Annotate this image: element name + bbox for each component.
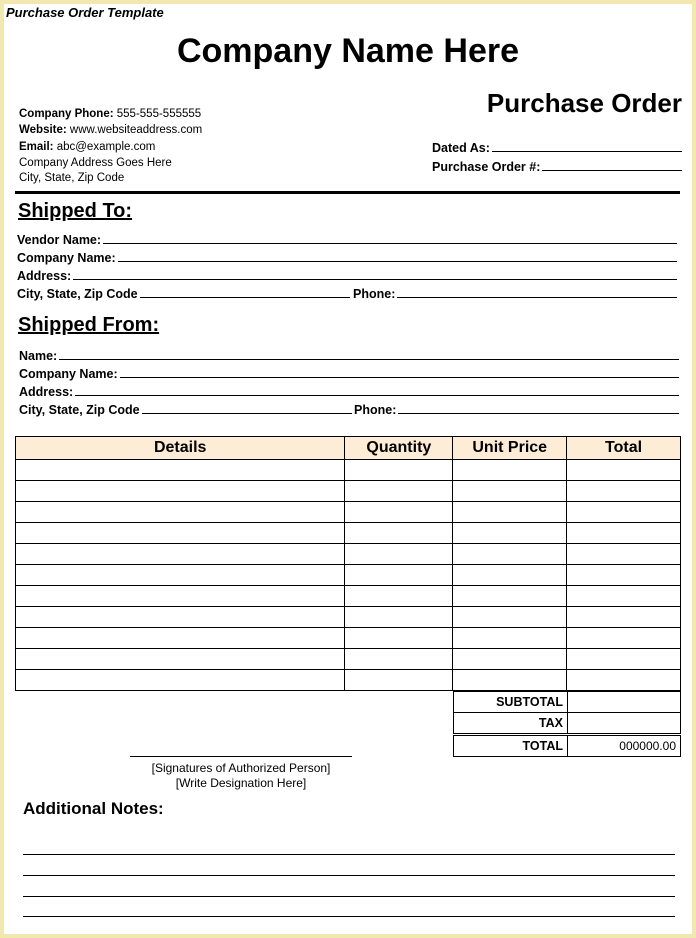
unit-price-cell[interactable]: [453, 523, 567, 544]
total-header: Total: [567, 437, 681, 460]
dated-line: [492, 150, 682, 152]
to-address-label: Address:: [17, 269, 72, 283]
unit-price-cell[interactable]: [453, 628, 567, 649]
details-header: Details: [16, 437, 345, 460]
from-address-label: Address:: [19, 385, 74, 399]
total-cell[interactable]: [567, 607, 681, 628]
company-address: Company Address Goes Here: [19, 157, 172, 169]
field-line: [103, 242, 677, 244]
from-company-label: Company Name:: [19, 367, 118, 381]
from-company-name-field[interactable]: [19, 364, 679, 381]
phone-value: 555-555-555555: [116, 108, 202, 120]
total-cell[interactable]: [567, 565, 681, 586]
quantity-cell[interactable]: [345, 565, 453, 586]
vendor-name-label: Vendor Name:: [17, 233, 102, 247]
additional-notes-heading: Additional Notes:: [23, 799, 164, 818]
dated-field[interactable]: [432, 138, 682, 155]
unit-price-cell[interactable]: [453, 670, 567, 691]
header-divider: [15, 191, 680, 194]
details-cell[interactable]: [16, 460, 345, 481]
details-cell[interactable]: [16, 544, 345, 565]
quantity-cell[interactable]: [345, 523, 453, 544]
field-line: [397, 296, 677, 298]
tax-label: TAX: [454, 713, 568, 735]
quantity-cell[interactable]: [345, 670, 453, 691]
item-row: [16, 607, 681, 628]
quantity-cell[interactable]: [345, 481, 453, 502]
company-name: Company Name Here: [176, 32, 519, 70]
from-phone-field[interactable]: [354, 400, 679, 417]
unit-price-cell[interactable]: [453, 565, 567, 586]
po-number-field[interactable]: [432, 157, 682, 174]
field-line: [118, 260, 677, 262]
item-row: [16, 586, 681, 607]
total-cell[interactable]: [567, 670, 681, 691]
from-name-field[interactable]: [19, 346, 679, 363]
items-table: [15, 436, 681, 691]
item-row: [16, 523, 681, 544]
item-row: [16, 544, 681, 565]
details-cell[interactable]: [16, 586, 345, 607]
details-cell[interactable]: [16, 481, 345, 502]
shipped-from-heading: Shipped From:: [18, 314, 160, 336]
total-cell[interactable]: [567, 460, 681, 481]
unit-price-cell[interactable]: [453, 544, 567, 565]
details-cell[interactable]: [16, 649, 345, 670]
details-cell[interactable]: [16, 670, 345, 691]
unit-price-cell[interactable]: [453, 460, 567, 481]
template-title: Purchase Order Template: [6, 5, 164, 20]
details-cell[interactable]: [16, 523, 345, 544]
unit-price-header: Unit Price: [453, 437, 567, 460]
tax-row: [454, 713, 681, 735]
from-name-label: Name:: [19, 349, 58, 363]
total-cell[interactable]: [567, 481, 681, 502]
email-label: Email:: [19, 141, 54, 153]
designation-caption: [Write Designation Here]: [175, 776, 307, 790]
item-row: [16, 670, 681, 691]
item-row: [16, 481, 681, 502]
to-city-label: City, State, Zip Code: [17, 287, 138, 301]
subtotal-row: [454, 692, 681, 713]
item-row: [16, 565, 681, 586]
company-email: [19, 139, 155, 155]
dated-label: Dated As:: [432, 141, 490, 155]
total-cell[interactable]: [567, 586, 681, 607]
document-title: Purchase Order: [486, 88, 682, 118]
total-cell[interactable]: [567, 523, 681, 544]
quantity-cell[interactable]: [345, 607, 453, 628]
from-city-label: City, State, Zip Code: [19, 403, 140, 417]
notes-line[interactable]: [23, 853, 675, 855]
details-cell[interactable]: [16, 502, 345, 523]
signature-block: [130, 756, 352, 791]
website-label: Website:: [19, 124, 67, 136]
unit-price-cell[interactable]: [453, 481, 567, 502]
to-company-label: Company Name:: [17, 251, 116, 265]
item-row: [16, 628, 681, 649]
unit-price-cell[interactable]: [453, 586, 567, 607]
notes-line[interactable]: [23, 874, 675, 876]
total-cell[interactable]: [567, 544, 681, 565]
from-address-field[interactable]: [19, 382, 679, 399]
quantity-cell[interactable]: [345, 649, 453, 670]
total-cell[interactable]: [567, 628, 681, 649]
details-cell[interactable]: [16, 628, 345, 649]
total-value[interactable]: 000000.00: [568, 735, 681, 757]
quantity-cell[interactable]: [345, 502, 453, 523]
shipped-to-heading: Shipped To:: [18, 200, 133, 222]
email-value: abc@example.com: [56, 141, 156, 153]
field-line: [59, 358, 679, 360]
field-line: [140, 296, 350, 298]
unit-price-cell[interactable]: [453, 649, 567, 670]
field-line: [398, 412, 679, 414]
to-city-field[interactable]: [17, 284, 350, 301]
po-number-label: Purchase Order #:: [432, 160, 541, 174]
item-row: [16, 649, 681, 670]
company-city: City, State, Zip Code: [19, 172, 125, 184]
item-row: [16, 502, 681, 523]
field-line: [75, 394, 679, 396]
details-cell[interactable]: [16, 565, 345, 586]
subtotal-value-cell[interactable]: [568, 692, 681, 713]
to-phone-label: Phone:: [353, 287, 396, 301]
notes-line[interactable]: [23, 915, 675, 917]
to-phone-field[interactable]: [353, 284, 677, 301]
items-header-row: [16, 437, 681, 460]
quantity-cell[interactable]: [345, 586, 453, 607]
signature-caption: [Signatures of Authorized Person]: [151, 761, 331, 775]
total-row: [454, 735, 681, 757]
unit-price-cell[interactable]: [453, 607, 567, 628]
to-company-name-field[interactable]: [17, 248, 677, 265]
signature-line[interactable]: [130, 756, 352, 757]
unit-price-cell[interactable]: [453, 502, 567, 523]
to-address-field[interactable]: [17, 266, 677, 283]
item-row: [16, 460, 681, 481]
po-number-line: [542, 169, 682, 171]
field-line: [120, 376, 679, 378]
notes-line[interactable]: [23, 895, 675, 897]
quantity-cell[interactable]: [345, 544, 453, 565]
purchase-order-page: [4, 4, 692, 934]
field-line: [73, 278, 677, 280]
items-body: [16, 460, 681, 691]
subtotal-label: SUBTOTAL: [454, 692, 568, 713]
total-cell[interactable]: [567, 502, 681, 523]
quantity-cell[interactable]: [345, 628, 453, 649]
quantity-cell[interactable]: [345, 460, 453, 481]
company-website: [19, 122, 202, 138]
company-phone: [19, 106, 201, 122]
totals-table: [453, 691, 681, 757]
details-cell[interactable]: [16, 607, 345, 628]
total-label: TOTAL: [454, 735, 568, 757]
vendor-name-field[interactable]: [17, 230, 677, 247]
quantity-header: Quantity: [345, 437, 453, 460]
from-city-field[interactable]: [19, 400, 352, 417]
phone-label: Company Phone:: [19, 108, 114, 120]
from-phone-label: Phone:: [354, 403, 397, 417]
website-value: www.websiteaddress.com: [69, 124, 203, 136]
total-cell[interactable]: [567, 649, 681, 670]
field-line: [142, 412, 352, 414]
tax-value-cell[interactable]: [568, 713, 681, 735]
